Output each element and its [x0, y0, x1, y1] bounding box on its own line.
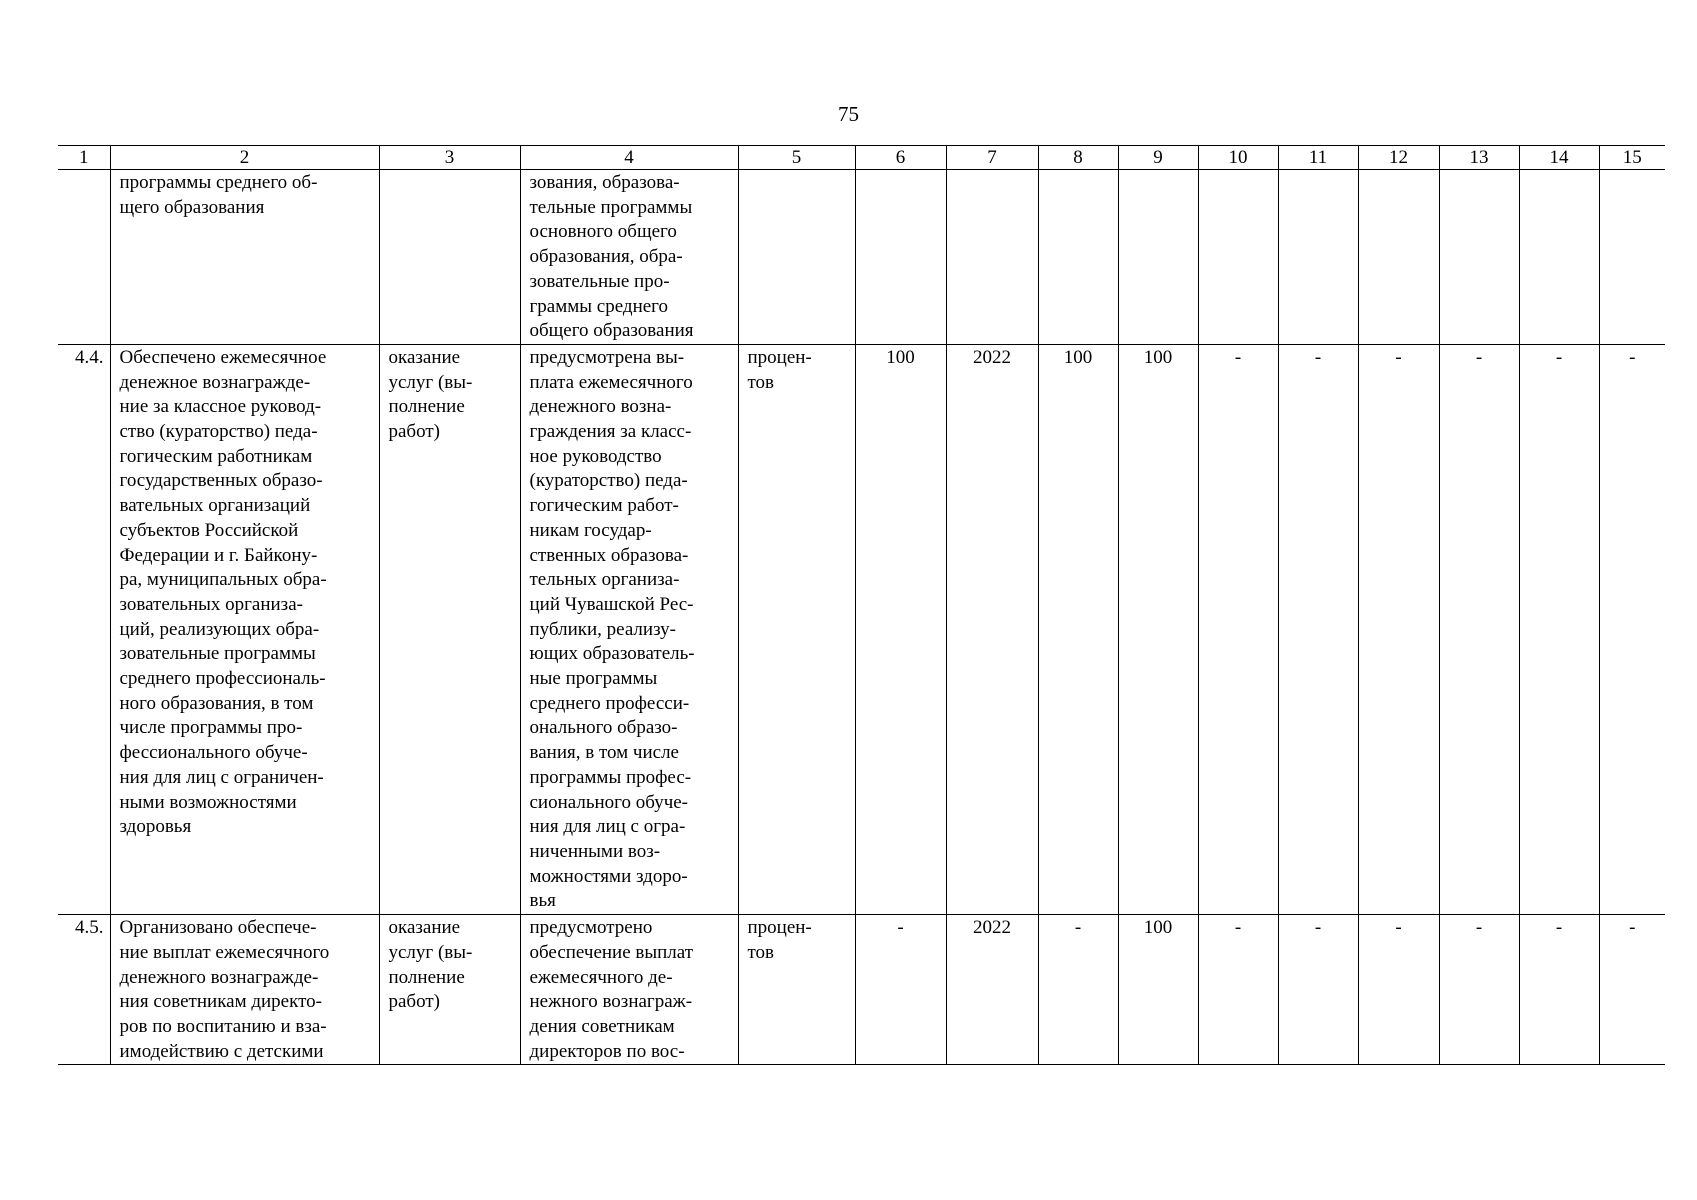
result-characteristic: зования, образова- тельные программы основного общего образования, обра- зовательные про- граммы среднего общего образования	[520, 170, 738, 345]
value-cell: -	[855, 915, 946, 1065]
value-cell: -	[1519, 344, 1599, 914]
value-cell: 2022	[946, 344, 1038, 914]
row-number: 4.5.	[58, 915, 110, 1065]
value-cell: -	[1599, 344, 1665, 914]
column-number: 4	[520, 146, 738, 170]
column-number: 1	[58, 146, 110, 170]
column-number-row	[58, 146, 1665, 170]
value-cell: -	[1358, 344, 1439, 914]
result-text: Обеспечено ежемесячное денежное вознагражде- ние за классное руковод- ство (кураторство) педа- гогическим работникам государственных образо- вательных организаций субъектов Российской Федерации и г. Байкону- ра, муниципальных обра- зовательных организа- ций, реализующих обра- зовательные программы среднего профессиональ- ного образования, в том числе программы про- фессионального обуче- ния для лиц с ограничен- ными возможностями здоровья	[110, 344, 379, 914]
value-cell	[946, 170, 1038, 345]
column-number: 13	[1439, 146, 1519, 170]
result-characteristic: предусмотрена вы- плата ежемесячного денежного возна- граждения за класс- ное руководство (кураторство) педа- гогическим работ- никам государ- ственных образова- тельных организа- ций Чувашской Рес- публики, реализу- ющих образователь- ные программы среднего професси- онального образо- вания, в том числе программы профес- сионального обуче- ния для лиц с огра- ниченными воз- можностями здоро- вья	[520, 344, 738, 914]
unit: процен- тов	[738, 915, 855, 1065]
column-number: 9	[1118, 146, 1198, 170]
result-characteristic: предусмотрено обеспечение выплат ежемесячного де- нежного вознаграж- дения советникам директоров по вос-	[520, 915, 738, 1065]
value-cell: -	[1358, 915, 1439, 1065]
column-number: 3	[379, 146, 520, 170]
value-cell	[1038, 170, 1118, 345]
table-row	[58, 170, 1665, 345]
value-cell: 2022	[946, 915, 1038, 1065]
column-number: 5	[738, 146, 855, 170]
value-cell: -	[1038, 915, 1118, 1065]
result-text: Организовано обеспече- ние выплат ежемесячного денежного вознагражде- ния советникам директо- ров по воспитанию и вза- имодействию с детскими	[110, 915, 379, 1065]
value-cell	[1519, 170, 1599, 345]
value-cell	[1118, 170, 1198, 345]
value-cell: -	[1278, 344, 1358, 914]
results-table	[58, 145, 1665, 1065]
value-cell: 100	[1038, 344, 1118, 914]
result-type: оказание услуг (вы- полнение работ)	[379, 344, 520, 914]
row-number: 4.4.	[58, 344, 110, 914]
value-cell: -	[1198, 344, 1278, 914]
result-type: оказание услуг (вы- полнение работ)	[379, 915, 520, 1065]
unit: процен- тов	[738, 344, 855, 914]
value-cell	[1439, 170, 1519, 345]
row-number	[58, 170, 110, 345]
column-number: 8	[1038, 146, 1118, 170]
value-cell: 100	[1118, 344, 1198, 914]
value-cell	[1358, 170, 1439, 345]
table-row	[58, 915, 1665, 1065]
column-number: 14	[1519, 146, 1599, 170]
column-number: 7	[946, 146, 1038, 170]
column-number: 2	[110, 146, 379, 170]
column-number: 6	[855, 146, 946, 170]
column-number: 11	[1278, 146, 1358, 170]
result-text: программы среднего об- щего образования	[110, 170, 379, 345]
value-cell: 100	[855, 344, 946, 914]
unit	[738, 170, 855, 345]
value-cell: -	[1519, 915, 1599, 1065]
value-cell	[1599, 170, 1665, 345]
value-cell	[1198, 170, 1278, 345]
value-cell: -	[1278, 915, 1358, 1065]
column-number: 12	[1358, 146, 1439, 170]
value-cell: 100	[1118, 915, 1198, 1065]
value-cell: -	[1439, 344, 1519, 914]
column-number: 15	[1599, 146, 1665, 170]
value-cell: -	[1198, 915, 1278, 1065]
value-cell: -	[1599, 915, 1665, 1065]
value-cell: -	[1439, 915, 1519, 1065]
result-type	[379, 170, 520, 345]
value-cell	[1278, 170, 1358, 345]
table-row	[58, 344, 1665, 914]
page-number: 75	[838, 102, 859, 126]
value-cell	[855, 170, 946, 345]
column-number: 10	[1198, 146, 1278, 170]
